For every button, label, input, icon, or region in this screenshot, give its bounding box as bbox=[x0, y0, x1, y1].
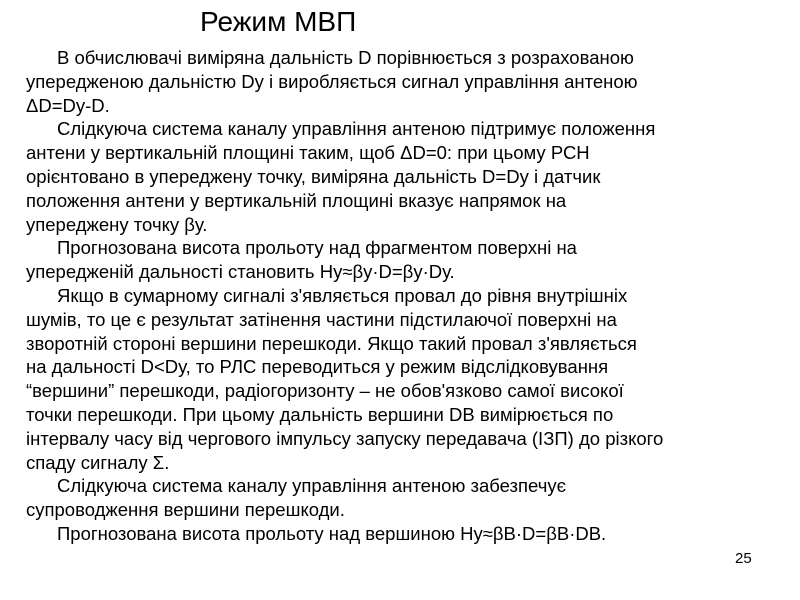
paragraph: Слідкуюча система каналу управління антеною забезпечує супроводження вершини перешкоди. bbox=[26, 475, 567, 521]
paragraph: Слідкуюча система каналу управління антеною підтримує положення антени у вертикальній площині таким, щоб ΔD=0: при цьому РСН орієнтовано в упереджену точку, виміряна дальність D=Dу і датчик положення антени у вертикальній площині вказує напрямок на упереджену точку βу. bbox=[26, 118, 656, 235]
page-number: 25 bbox=[735, 550, 752, 567]
paragraph: Якщо в сумарному сигналі з'являється провал до рівня внутрішніх шумів, то це є результат затінення частини підстилаючої поверхні на зворотній стороні вершини перешкоди. Якщо такий провал з'являється на дальності D<Dу, то РЛС переводиться у режим відслідковування “вершини” перешкоди, радіогоризонту – не обов'язково самої високої точки перешкоди. При цьому дальність вершини DВ вимірюється по інтервалу часу від чергового імпульсу запуску передавача (ІЗП) до різкого спаду сигналу Σ. bbox=[26, 284, 664, 473]
slide-body bbox=[26, 46, 786, 546]
paragraph: В обчислювачі виміряна дальність D порівнюється з розрахованою упередженою дальністю Dу і виробляється сигнал управління антеною ΔD=Dу-D. bbox=[26, 47, 638, 116]
slide-title: Режим МВП bbox=[200, 6, 357, 37]
paragraph: Прогнозована висота прольоту над вершиною Hу≈βВ·D=βВ·DВ. bbox=[57, 522, 607, 544]
paragraph: Прогнозована висота прольоту над фрагментом поверхні на упередженій дальності становить Hу≈βу·D=βу·Dу. bbox=[26, 237, 577, 283]
